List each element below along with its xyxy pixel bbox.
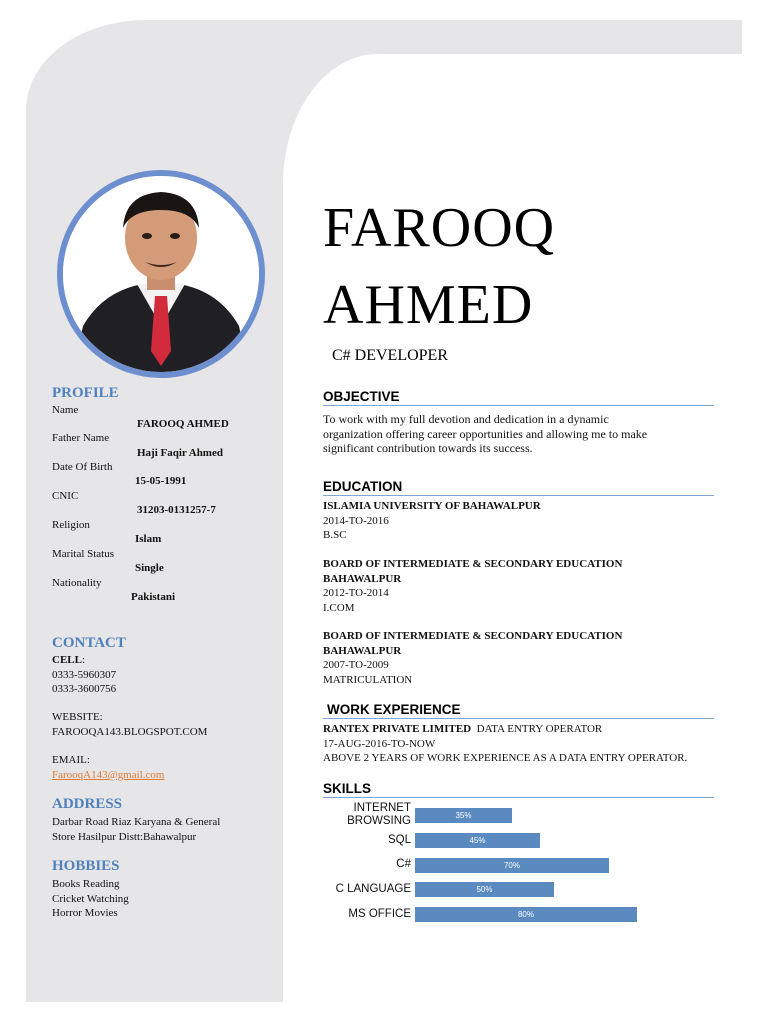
hobbies-list [52, 877, 129, 921]
objective-heading: OBJECTIVE [323, 389, 714, 406]
name-value: FAROOQ AHMED [137, 418, 229, 430]
education-years: 2014-TO-2016 [323, 514, 389, 527]
education-entry [323, 499, 541, 543]
job-title: C# DEVELOPER [332, 347, 448, 364]
education-degree: B.SC [323, 529, 347, 541]
skill-bar: 80% [415, 907, 637, 922]
skill-bar: 45% [415, 833, 540, 848]
avatar-illustration [63, 176, 259, 372]
skill-bar: 50% [415, 882, 554, 897]
religion-value: Islam [135, 533, 162, 545]
skills-heading: SKILLS [323, 781, 714, 798]
skill-label: MS OFFICE [348, 908, 411, 920]
objective-line: organization offering career opportunities and allowing me to make [323, 426, 648, 441]
website-link[interactable]: FAROOQA143.BLOGSPOT.COM [52, 726, 208, 738]
name-label: Name [52, 404, 79, 416]
skill-bar: 70% [415, 858, 609, 873]
work-position: DATA ENTRY OPERATOR [476, 723, 603, 735]
cnic-value: 31203-0131257-7 [137, 504, 216, 516]
education-degree: MATRICULATION [323, 673, 413, 686]
contact-heading: CONTACT [52, 635, 126, 651]
institute-name: ISLAMIA UNIVERSITY OF BAHAWALPUR [323, 500, 541, 512]
cell-block [52, 653, 116, 697]
work-entry [323, 722, 687, 766]
objective-line: To work with my full devotion and dedication in a dynamic [323, 412, 609, 426]
last-name: AHMED [323, 274, 534, 336]
father-name-value: Haji Faqir Ahmed [137, 447, 223, 459]
education-heading: EDUCATION [323, 479, 714, 496]
skill-label: SQL [387, 834, 411, 846]
father-name-label: Father Name [52, 432, 110, 444]
institute-name: BOARD OF INTERMEDIATE & SECONDARY EDUCATION [323, 630, 623, 642]
work-period: 17-AUG-2016-TO-NOW [323, 737, 436, 750]
work-heading: WORK EXPERIENCE [323, 702, 714, 719]
cnic-label: CNIC [52, 490, 79, 502]
skill-label: INTERNET BROWSING [347, 802, 411, 827]
cell-label: CELL [52, 654, 82, 666]
skill-bar: 35% [415, 808, 512, 823]
nationality-value: Pakistani [131, 591, 176, 603]
address-text [52, 815, 220, 844]
address-heading: ADDRESS [52, 796, 123, 812]
address-line-2: Store Hasilpur Distt:Bahawalpur [52, 830, 197, 843]
email-label: EMAIL: [52, 754, 90, 766]
hobbies-heading: HOBBIES [52, 858, 120, 874]
cell-colon: : [81, 654, 86, 666]
dob-label: Date Of Birth [52, 461, 113, 473]
website-label: WEBSITE: [52, 711, 103, 723]
skill-label: C# [396, 858, 411, 870]
institute-name: BOARD OF INTERMEDIATE & SECONDARY EDUCATION [323, 558, 623, 570]
phone-2: 0333-3600756 [52, 683, 117, 695]
education-entry [323, 629, 622, 687]
address-line-1: Darbar Road Riaz Karyana & General [52, 816, 221, 828]
profile-photo [57, 170, 265, 378]
institute-city: BAHAWALPUR [323, 644, 402, 657]
objective-line: significant contribution towards its success. [323, 441, 533, 455]
first-name: FAROOQ [323, 197, 556, 259]
education-entry [323, 557, 622, 615]
education-years: 2012-TO-2014 [323, 587, 389, 599]
marital-status-label: Marital Status [52, 548, 115, 560]
religion-label: Religion [52, 519, 90, 531]
hobby-item: Books Reading [52, 878, 120, 890]
email-link[interactable]: FarooqA143@gmail.com [52, 769, 165, 781]
objective-text [323, 412, 647, 456]
phone-1: 0333-5960307 [52, 668, 117, 681]
marital-status-value: Single [135, 562, 164, 574]
profile-heading: PROFILE [52, 385, 119, 401]
hobby-item: Cricket Watching [52, 892, 129, 905]
work-summary: ABOVE 2 YEARS OF WORK EXPERIENCE AS A DATA ENTRY OPERATOR. [323, 752, 688, 764]
education-degree: I.COM [323, 601, 355, 614]
company-name: RANTEX PRIVATE LIMITED [323, 723, 472, 735]
skill-label: C LANGUAGE [335, 883, 411, 895]
hobby-item: Horror Movies [52, 907, 118, 919]
nationality-label: Nationality [52, 577, 102, 589]
dob-value: 15-05-1991 [135, 475, 187, 487]
education-years: 2007-TO-2009 [323, 659, 389, 671]
institute-city: BAHAWALPUR [323, 572, 402, 585]
